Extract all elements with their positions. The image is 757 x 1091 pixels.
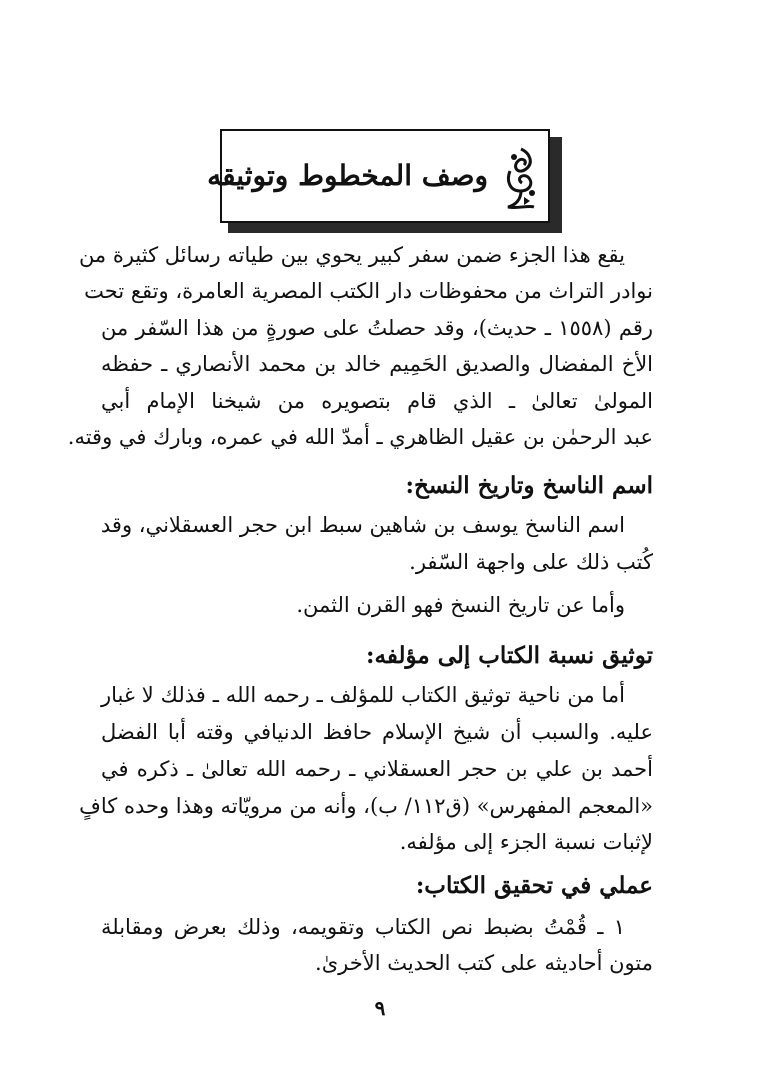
section-title-box	[207, 129, 550, 223]
page-number: ٩	[374, 996, 386, 1020]
paragraph-line: وأما عن تاريخ النسخ فهو القرن الثمن.	[296, 593, 625, 617]
paragraph-line: أحمد بن علي بن حجر العسقلاني ـ رحمه الله تعالىٰ ـ ذكره في	[101, 757, 653, 781]
paragraph-line: رقم (١٥٥٨ ـ حديث)، وقد حصلتُ على صورةٍ من هذا السّفر من	[101, 316, 654, 340]
paragraph-line: أما من ناحية توثيق الكتاب للمؤلف ـ رحمه الله ـ فذلك لا غبار	[101, 683, 625, 707]
subheading-attribution: توثيق نسبة الكتاب إلى مؤلفه:	[366, 642, 653, 669]
paragraph-line: لإثبات نسبة الجزء إلى مؤلفه.	[399, 830, 653, 854]
paragraph-line: الأخ المفضال والصديق الحَمِيم خالد بن محمد الأنصاري ـ حفظه	[101, 352, 653, 376]
paragraph-line: «المعجم المفهرس» (ق١١٢/ ب)، وأنه من مرويّاته وهذا وحده كافٍ	[79, 794, 653, 818]
subheading-my-work: عملي في تحقيق الكتاب:	[415, 872, 653, 899]
paragraph-line: نوادر التراث من محفوظات دار الكتب المصرية العامرة، وتقع تحت	[84, 279, 653, 303]
paragraph-line: كُتب ذلك على واجهة السّفر.	[409, 550, 653, 574]
section-title: وصف المخطوط وتوثيقه	[207, 159, 488, 192]
paragraph-line: المولىٰ تعالىٰ ـ الذي قام بتصويره من شيخنا الإمام أبي	[101, 389, 653, 413]
floral-ornament-icon	[504, 147, 538, 211]
paragraph-line: اسم الناسخ يوسف بن شاهين سبط ابن حجر العسقلاني، وقد	[100, 513, 625, 537]
paragraph-line: متون أحاديثه على كتب الحديث الأخرىٰ.	[315, 951, 653, 975]
paragraph-line: عبد الرحمٰن بن عقيل الظاهري ـ أمدّ الله في عمره، وبارك في وقته.	[67, 425, 653, 449]
paragraph-line: عليه. والسبب أن شيخ الإسلام حافظ الدنيافي وقته أبا الفضل	[101, 720, 653, 744]
paragraph-line: يقع هذا الجزء ضمن سفر كبير يحوي بين طياته رسائل كثيرة من	[78, 243, 625, 267]
subheading-copyist: اسم الناسخ وتاريخ النسخ:	[405, 472, 653, 499]
paragraph-line: ١ ـ قُمْتُ بضبط نص الكتاب وتقويمه، وذلك بعرض ومقابلة	[101, 915, 625, 939]
